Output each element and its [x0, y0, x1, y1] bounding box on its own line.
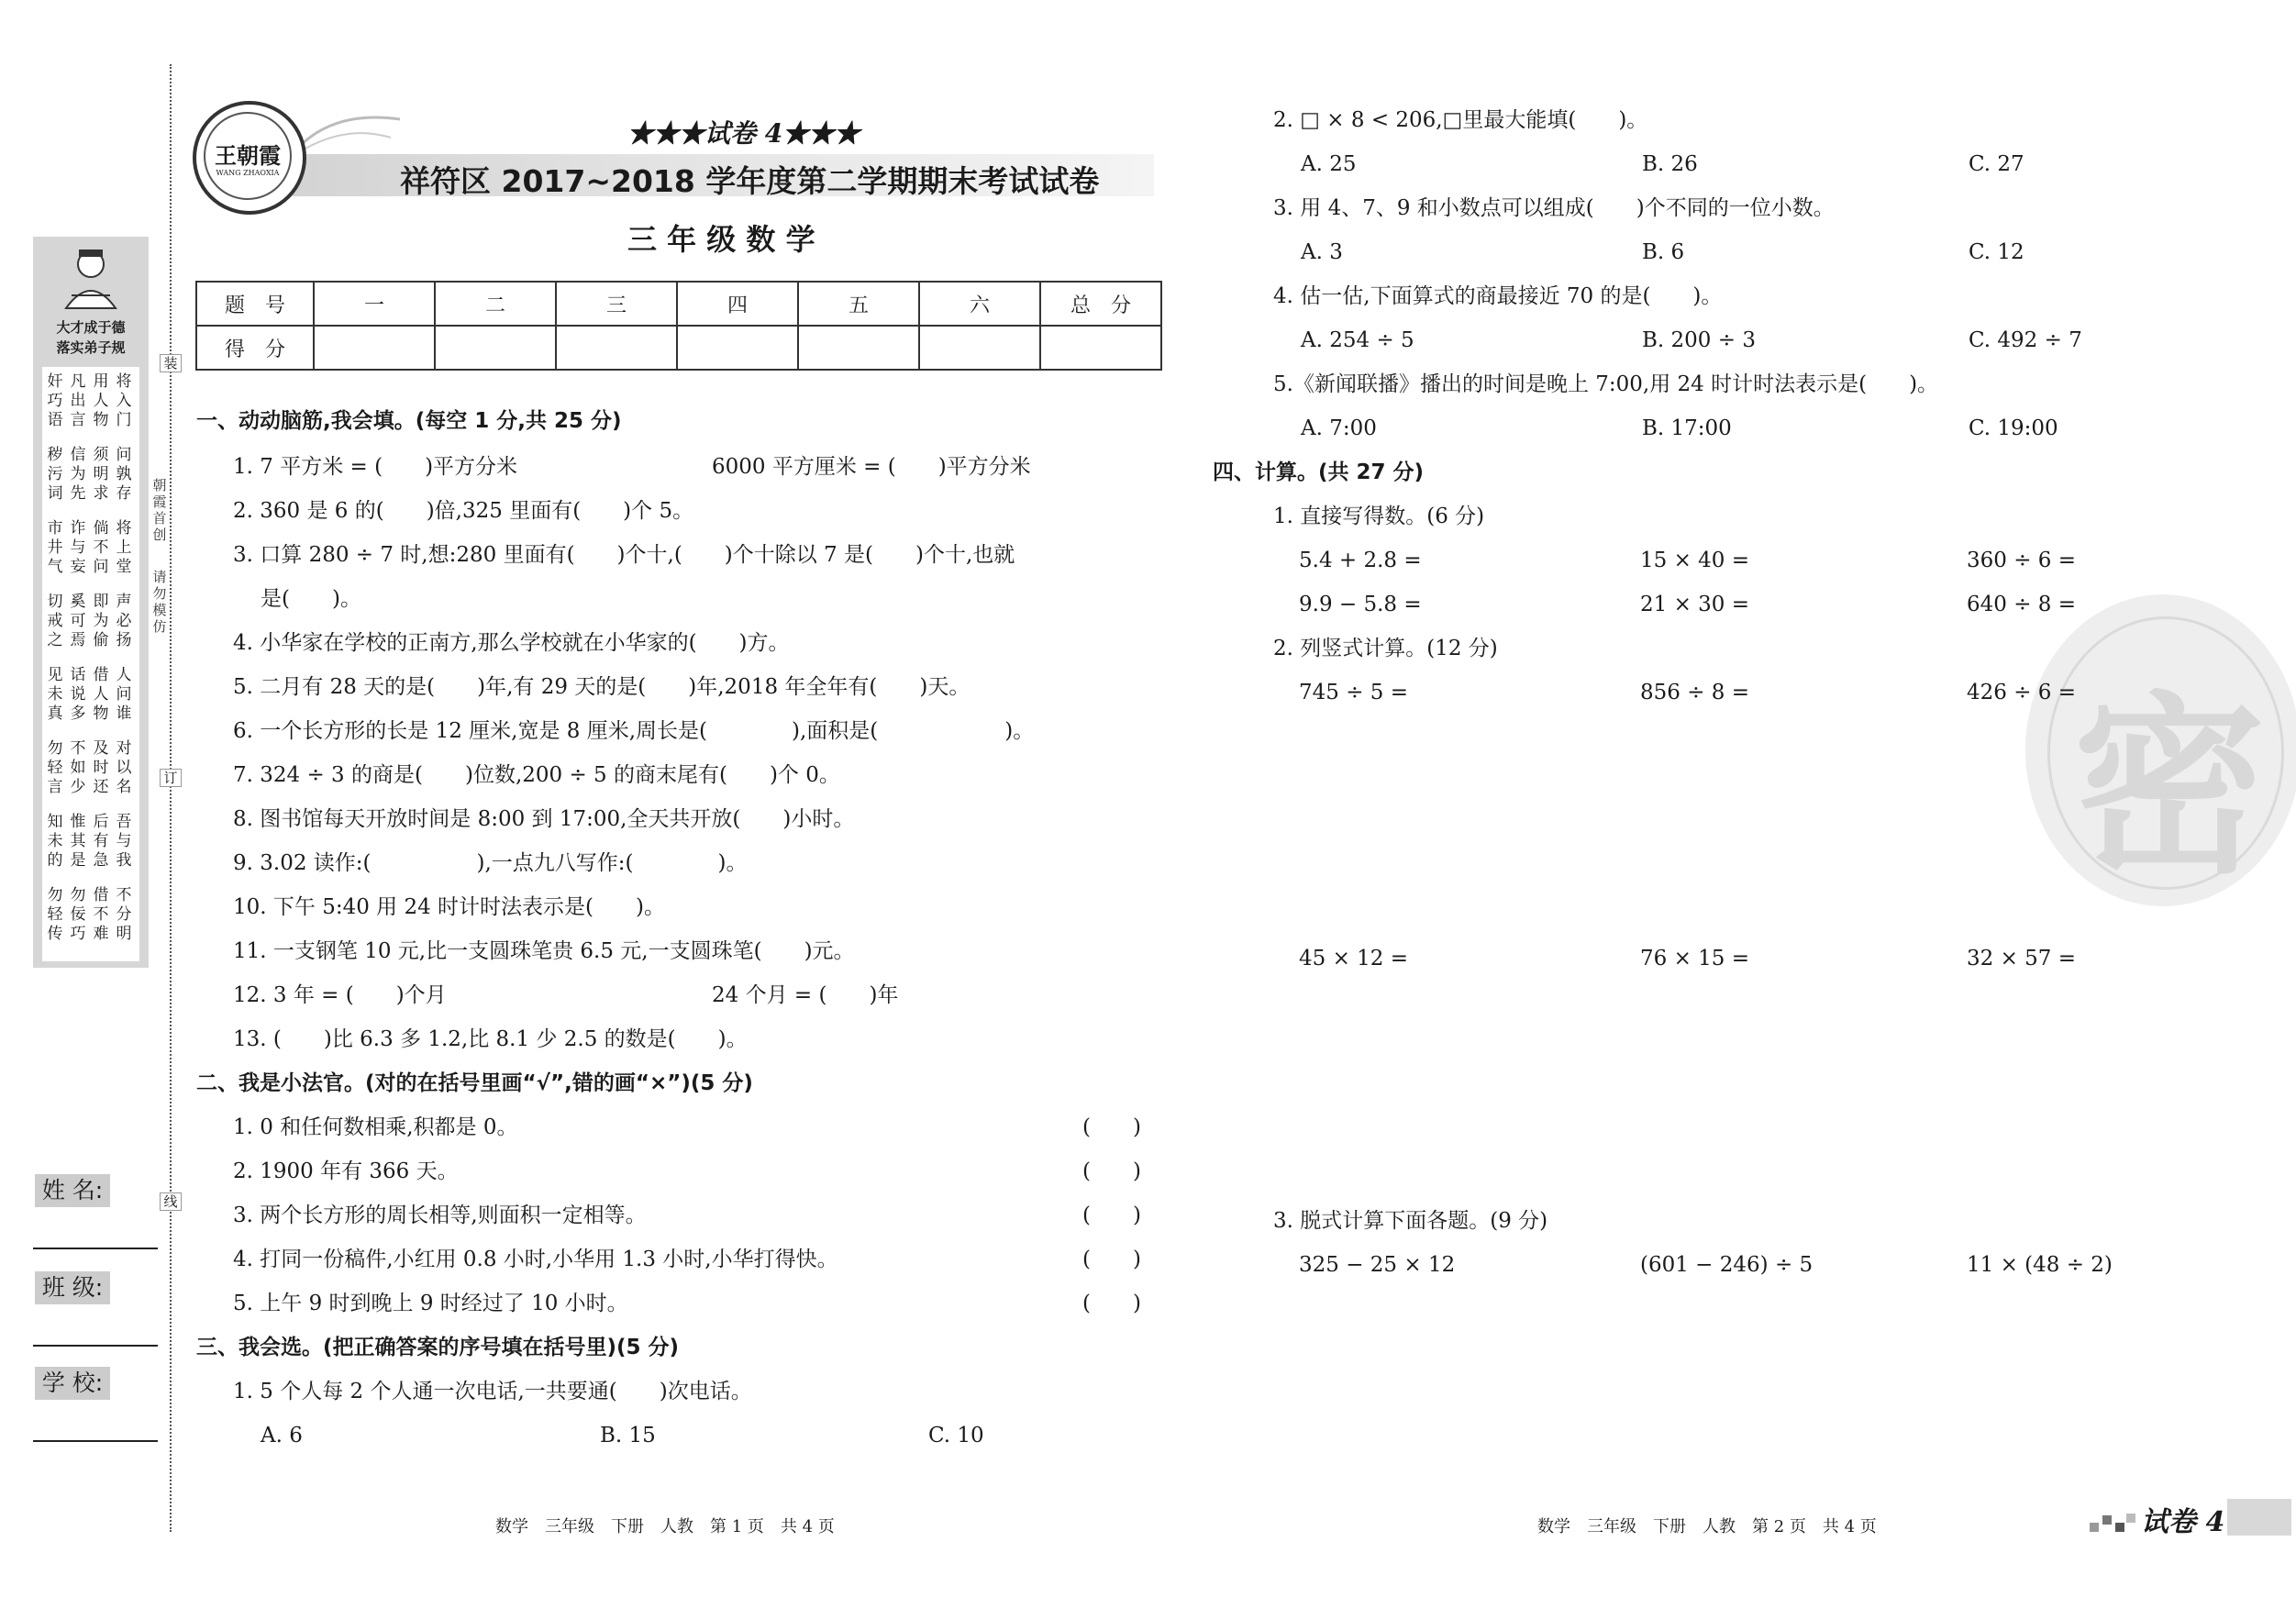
question-1-13: 13. ( )比 6.3 多 1.2,比 8.1 少 2.5 的数是( )。 [233, 1027, 748, 1051]
page-2-footer: 数学 三年级 下册 人教 第 2 页 共 4 页 [1537, 1517, 1877, 1536]
sidebar-motto-text [42, 367, 139, 961]
motto-column: 后有急 [93, 813, 109, 870]
motto-column: 见未真 [47, 666, 63, 723]
motto-column: 吾与我 [116, 813, 132, 870]
option-c[interactable]: C. 19:00 [1969, 416, 2058, 440]
option-a[interactable]: A. 254 ÷ 5 [1301, 328, 1414, 352]
score-value-row [196, 326, 1161, 370]
question-1-2: 2. 360 是 6 的( )倍,325 里面有( )个 5。 [233, 499, 694, 523]
calc-item: 745 ÷ 5 = [1299, 681, 1409, 704]
question-1-8: 8. 图书馆每天开放时间是 8:00 到 17:00,全天共开放( )小时。 [233, 807, 855, 831]
part-4-3-heading: 3. 脱式计算下面各题。(9 分) [1273, 1209, 1548, 1233]
score-cell: 题 号 [196, 282, 314, 326]
calc-item: 15 × 40 = [1640, 549, 1750, 572]
question-2-1: 1. 0 和任何数相乘,积都是 0。 [233, 1115, 518, 1139]
calc-item: 856 ÷ 8 = [1640, 681, 1750, 704]
score-input[interactable] [919, 326, 1040, 370]
question-1-12a: 12. 3 年 = ( )个月 [233, 983, 447, 1007]
calc-item: 5.4 + 2.8 = [1299, 549, 1422, 572]
logo-subtext: WANG ZHAOXIA [216, 169, 280, 177]
question-1-1b: 6000 平方厘米 = ( )平方分米 [712, 455, 1031, 479]
motto-column: 问孰存 [116, 446, 132, 503]
question-1-10: 10. 下午 5:40 用 24 时计时法表示是( )。 [233, 895, 665, 919]
motto-column: 奚可焉 [70, 593, 86, 649]
calc-item: 21 × 30 = [1640, 593, 1750, 616]
option-a[interactable]: A. 6 [261, 1424, 303, 1447]
option-b[interactable]: B. 15 [600, 1424, 656, 1447]
question-1-7: 7. 324 ÷ 3 的商是( )位数,200 ÷ 5 的商末尾有( )个 0。 [233, 763, 840, 787]
motto-column: 市井气 [47, 519, 63, 576]
question-1-1a: 1. 7 平方米 = ( )平方分米 [233, 455, 518, 479]
score-cell: 四 [677, 282, 798, 326]
calc-item: 360 ÷ 6 = [1967, 549, 2077, 572]
score-input[interactable] [556, 326, 677, 370]
cut-mark-2: 订 [160, 769, 182, 787]
score-cell: 得 分 [196, 326, 314, 370]
score-header-row [196, 282, 1161, 326]
motto-column: 声必扬 [116, 593, 132, 649]
section-1-heading: 一、动动脑筋,我会填。(每空 1 分,共 25 分) [196, 409, 622, 433]
sidebar-caption-2: 落实弟子规 [56, 339, 126, 356]
calc-item: 9.9 − 5.8 = [1299, 593, 1422, 616]
motto-column: 勿佞巧 [70, 886, 86, 943]
binding-cut-line [170, 64, 172, 1532]
option-a[interactable]: A. 7:00 [1301, 416, 1377, 440]
score-input[interactable] [798, 326, 919, 370]
section-2-heading: 二、我是小法官。(对的在括号里画“√”,错的画“×”)(5 分) [196, 1071, 753, 1095]
name-field[interactable] [33, 1248, 158, 1249]
answer-box[interactable]: ( ) [1082, 1115, 1141, 1139]
motto-column: 借人物 [93, 666, 109, 723]
motto-column: 及时还 [93, 739, 109, 796]
question-2-3: 3. 两个长方形的周长相等,则面积一定相等。 [233, 1203, 647, 1227]
calc-item: 640 ÷ 8 = [1967, 593, 2077, 616]
option-c[interactable]: C. 10 [928, 1424, 984, 1447]
question-1-5: 5. 二月有 28 天的是( )年,有 29 天的是( )年,2018 年全年有( )天。 [233, 675, 971, 699]
motto-column: 倘不问 [93, 519, 109, 576]
tag-squares-icon [2090, 1506, 2137, 1534]
motto-column: 对以名 [116, 739, 132, 796]
motto-column: 切戒之 [47, 593, 63, 649]
option-a[interactable]: A. 3 [1301, 240, 1343, 264]
motto-column: 秽污词 [47, 446, 63, 503]
answer-box[interactable]: ( ) [1082, 1248, 1141, 1271]
score-cell: 六 [919, 282, 1040, 326]
motto-column: 即为偷 [93, 593, 109, 649]
question-3-3: 3. 用 4、7、9 和小数点可以组成( )个不同的一位小数。 [1273, 196, 1835, 220]
sidebar-figure-icon [53, 246, 128, 310]
section-3-heading: 三、我会选。(把正确答案的序号填在括号里)(5 分) [196, 1336, 680, 1359]
logo-text: 王朝霞 [215, 142, 281, 169]
motto-column: 惟其是 [70, 813, 86, 870]
subject-title: 三 年 级 数 学 [627, 222, 815, 257]
name-label: 姓 名: [35, 1174, 110, 1207]
question-1-12b: 24 个月 = ( )年 [712, 983, 899, 1007]
question-3-2: 2. □ × 8 < 206,□里最大能填( )。 [1273, 108, 1648, 132]
motto-column: 知未的 [47, 813, 63, 870]
question-2-4: 4. 打同一份稿件,小红用 0.8 小时,小华用 1.3 小时,小华打得快。 [233, 1248, 838, 1271]
motto-column: 不分明 [116, 886, 132, 943]
paper-tag-label: 试卷 4 [2141, 1506, 2225, 1538]
calc-item: 325 − 25 × 12 [1299, 1253, 1456, 1277]
question-3-5: 5.《新闻联播》播出的时间是晚上 7:00,用 24 时计时法表示是( )。 [1273, 372, 1939, 396]
cut-mark-1: 装 [160, 354, 182, 372]
motto-column: 诈与妄 [70, 519, 86, 576]
score-cell: 二 [435, 282, 556, 326]
section-4-heading: 四、计算。(共 27 分) [1213, 460, 1425, 484]
part-4-2-heading: 2. 列竖式计算。(12 分) [1273, 637, 1498, 660]
question-3-4: 4. 估一估,下面算式的商最接近 70 的是( )。 [1273, 284, 1723, 308]
question-2-2: 2. 1900 年有 366 天。 [233, 1159, 459, 1183]
option-c[interactable]: C. 492 ÷ 7 [1969, 328, 2082, 352]
score-input[interactable] [435, 326, 556, 370]
calc-item: 32 × 57 = [1967, 947, 2077, 970]
class-field[interactable] [33, 1345, 158, 1347]
motto-column: 不如少 [70, 739, 86, 796]
question-1-4: 4. 小华家在学校的正南方,那么学校就在小华家的( )方。 [233, 631, 790, 655]
option-b[interactable]: B. 17:00 [1642, 416, 1732, 440]
option-c[interactable]: C. 27 [1969, 152, 2024, 176]
question-3-1: 1. 5 个人每 2 个人通一次电话,一共要通( )次电话。 [233, 1380, 752, 1403]
sidebar-caption-1: 大才成于德 [56, 319, 126, 336]
page-1-footer: 数学 三年级 下册 人教 第 1 页 共 4 页 [495, 1517, 835, 1536]
answer-box[interactable]: ( ) [1082, 1159, 1141, 1183]
exam-title: 祥符区 2017~2018 学年度第二学期期末考试试卷 [400, 163, 1100, 199]
option-b[interactable]: B. 200 ÷ 3 [1642, 328, 1756, 352]
vertical-note-1: 朝霞首创 [152, 477, 167, 543]
answer-box[interactable]: ( ) [1082, 1203, 1141, 1227]
question-1-9: 9. 3.02 读作:( ),一点九八写作:( )。 [233, 851, 748, 875]
question-1-3-cont: 是( )。 [261, 587, 361, 611]
motto-column: 信为先 [70, 446, 86, 503]
motto-column: 奸巧语 [47, 372, 63, 429]
motto-column: 借不难 [93, 886, 109, 943]
question-1-6: 6. 一个长方形的长是 12 厘米,宽是 8 厘米,周长是( ),面积是( )。 [233, 719, 1035, 743]
vertical-note-2: 请勿模仿 [152, 569, 167, 635]
question-1-11: 11. 一支钢笔 10 元,比一支圆珠笔贵 6.5 元,一支圆珠笔( )元。 [233, 939, 855, 963]
score-cell: 三 [556, 282, 677, 326]
question-2-5: 5. 上午 9 时到晚上 9 时经过了 10 小时。 [233, 1292, 628, 1315]
class-label: 班 级: [35, 1271, 110, 1304]
motto-column: 将入门 [116, 372, 132, 429]
header-ribbon-icon [299, 101, 400, 156]
motto-column: 人问谁 [116, 666, 132, 723]
motto-column: 须明求 [93, 446, 109, 503]
question-1-3: 3. 口算 280 ÷ 7 时,想:280 里面有( )个十,( )个十除以 7 是( )个十,也就 [233, 543, 1015, 567]
score-input[interactable] [314, 326, 435, 370]
calc-item: 11 × (48 ÷ 2) [1967, 1253, 2113, 1277]
option-a[interactable]: A. 25 [1301, 152, 1357, 176]
motto-column: 勿轻传 [47, 886, 63, 943]
option-c[interactable]: C. 12 [1969, 240, 2024, 264]
part-4-1-heading: 1. 直接写得数。(6 分) [1273, 505, 1485, 528]
paper-tag-band [2227, 1499, 2291, 1536]
exam-banner: ★★★试卷 4★★★ [627, 118, 860, 149]
seal-glyph: 密 [2073, 675, 2267, 900]
motto-column: 将上堂 [116, 519, 132, 576]
score-cell: 五 [798, 282, 919, 326]
score-table [195, 281, 1162, 371]
motto-column: 用人物 [93, 372, 109, 429]
calc-item: (601 − 246) ÷ 5 [1640, 1253, 1814, 1277]
motto-column: 话说多 [70, 666, 86, 723]
school-label: 学 校: [35, 1367, 110, 1400]
motto-column: 凡出言 [70, 372, 86, 429]
option-b[interactable]: B. 26 [1642, 152, 1698, 176]
school-field[interactable] [33, 1440, 158, 1442]
cut-mark-3: 线 [160, 1192, 182, 1211]
score-input[interactable] [677, 326, 798, 370]
motto-column: 勿轻言 [47, 739, 63, 796]
score-cell: 一 [314, 282, 435, 326]
score-input[interactable] [1040, 326, 1161, 370]
option-b[interactable]: B. 6 [1642, 240, 1685, 264]
calc-item: 45 × 12 = [1299, 947, 1409, 970]
answer-box[interactable]: ( ) [1082, 1292, 1141, 1315]
calc-item: 426 ÷ 6 = [1967, 681, 2077, 704]
score-cell: 总 分 [1040, 282, 1161, 326]
calc-item: 76 × 15 = [1640, 947, 1750, 970]
